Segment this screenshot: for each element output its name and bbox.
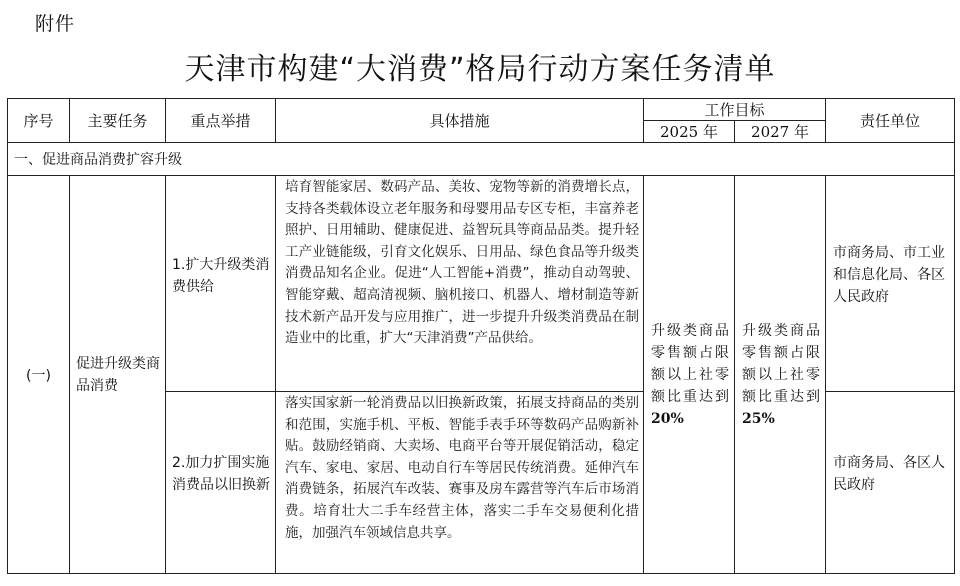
target-2027-cell: [735, 176, 826, 574]
document-title: 天津市构建“大消费”格局行动方案任务清单: [184, 52, 776, 87]
target-2027-text: 升级类商品零售额占限额以上社零额比重达到: [742, 322, 821, 405]
header-specific-measures: 具体措施: [276, 99, 644, 143]
target-2025-percent: 20%: [651, 410, 684, 427]
group-main-task: 促进升级类商品消费: [70, 176, 166, 574]
group-index: (一): [8, 176, 70, 574]
header-responsible-unit: 责任单位: [826, 99, 955, 143]
header-year-2025: 2025 年: [644, 121, 735, 143]
target-2027-percent: 25%: [742, 410, 775, 427]
header-year-2027: 2027 年: [735, 121, 826, 143]
section-heading: 一、促进商品消费扩容升级: [8, 143, 955, 176]
target-2025-text: 升级类商品零售额占限额以上社零额比重达到: [651, 322, 729, 405]
header-work-targets: 工作目标: [644, 99, 826, 121]
target-2025-cell: [644, 176, 735, 574]
responsible-unit-1: 市商务局、市工业和信息化局、各区人民政府: [826, 176, 955, 392]
header-main-task: 主要任务: [70, 99, 166, 143]
specific-measures-2: 落实国家新一轮消费品以旧换新政策，拓展支持商品的类别和范围，实施手机、平板、智能手表手环等数码产品购新补贴。鼓励经销商、大卖场、电商平台等开展促销活动，稳定汽车、家电、家居、电动自行车等居民传统消费。延伸汽车消费链条，拓展汽车改装、赛事及房车露营等汽车后市场消费。培育壮大二手车经营主体，落实二手车交易便利化措施，加强汽车领域信息共享。: [276, 392, 644, 574]
key-measure-1: 1.扩大升级类消费供给: [166, 176, 276, 392]
task-list-table: [7, 98, 955, 574]
header-key-measure: 重点举措: [166, 99, 276, 143]
responsible-unit-2: 市商务局、各区人民政府: [826, 392, 955, 574]
header-index: 序号: [8, 99, 70, 143]
specific-measures-1: 培育智能家居、数码产品、美妆、宠物等新的消费增长点，支持各类载体设立老年服务和母婴用品专区专柜，丰富养老照护、日用辅助、健康促进、益智玩具等商品品类。提升轻工产业链能级，引育文化娱乐、日用品、绿色食品等升级类消费品知名企业。促进“人工智能+消费”，推动自动驾驶、智能穿戴、超高清视频、脑机接口、机器人、增材制造等新技术新产品开发与应用推广，进一步提升升级类消费品在制造业中的比重，扩大“天津消费”产品供给。: [276, 176, 644, 392]
attachment-label: 附件: [35, 13, 76, 35]
key-measure-2: 2.加力扩围实施消费品以旧换新: [166, 392, 276, 574]
